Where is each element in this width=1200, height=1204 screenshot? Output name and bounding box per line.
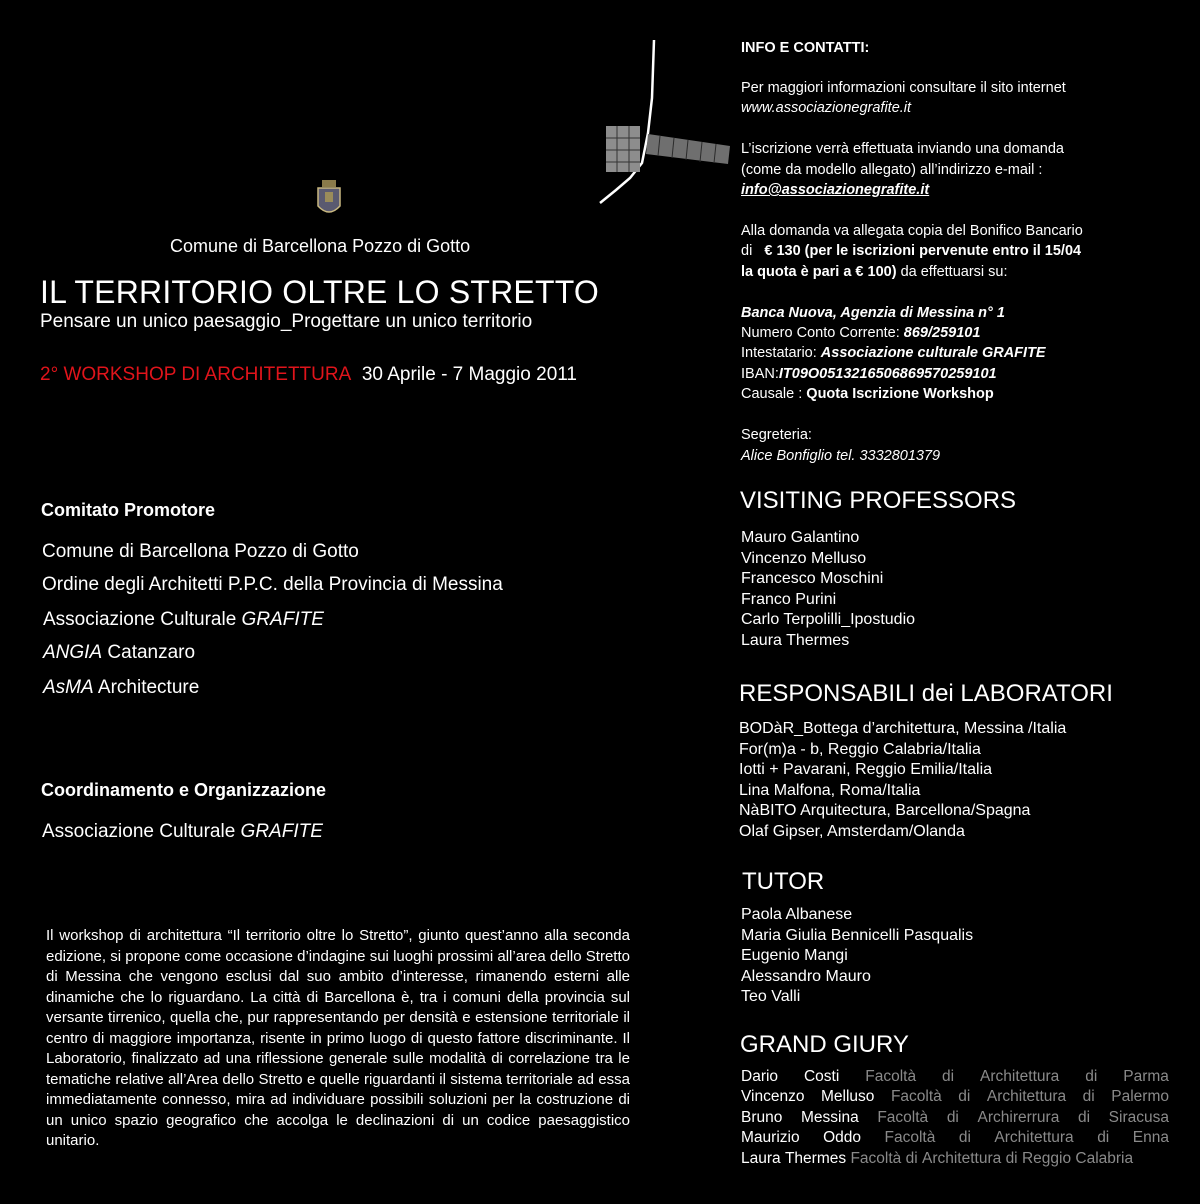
jury-row: Vincenzo Melluso Facoltà di Architettura di Palermo: [741, 1088, 1169, 1106]
jury-heading: GRAND GIURY: [740, 1031, 909, 1058]
comitato-item: AsMA Architecture: [43, 677, 200, 698]
responsabili-list: [739, 719, 1066, 842]
info-line: Alla domanda va allegata copia del Bonifico Bancario: [741, 223, 1083, 239]
info-heading: INFO E CONTATTI:: [741, 40, 870, 56]
comitato-heading: Comitato Promotore: [41, 500, 216, 520]
visiting-heading: VISITING PROFESSORS: [740, 487, 1017, 514]
tutor-heading: TUTOR: [742, 868, 825, 895]
map-sketch-icon: [590, 38, 740, 208]
iban-line: IBAN:IT09O0513216506869570259101: [741, 366, 997, 382]
segreteria-label: Segreteria:: [741, 427, 812, 443]
coordinamento-heading: Coordinamento e Organizzazione: [41, 780, 327, 800]
description-paragraph: Il workshop di architettura “Il territorio oltre lo Stretto”, giunto quest’anno alla seconda edizione, si propone come occasione d’indagine sui luoghi prossimi all’area dello Stretto di Messina che vengono esclusi dal suo ambito d’interesse, rimanendo esterni alle dinamiche che lo riguardano. La città di Barcellona è, tra i comuni della provincia sul versante tirrenico, quella che, pur rappresentando per densità e estensione territoriale il centro di maggiore importanza, risente in primo luogo di questo fattore discriminante. Il Laboratorio, finalizzato ad una riflessione generale sulle modalità di correlazione tra le tematiche relative all’Area dello Stretto e quelle riguardanti il sistema territoriale ad essa immediatamente connesso, mira ad individuare possibili soluzioni per la costruzione di un unico spazio geografico che accolga le declinazioni di un codice paesaggistico unitario.: [46, 927, 630, 1149]
comitato-item: Ordine degli Architetti P.P.C. della Provincia di Messina: [42, 574, 503, 595]
list-item: Alessandro Mauro: [741, 967, 871, 985]
list-item: Iotti + Pavarani, Reggio Emilia/Italia: [739, 761, 993, 778]
list-item: Maria Giulia Bennicelli Pasqualis: [741, 926, 974, 944]
info-line: L’iscrizione verrà effettuata inviando una domanda: [741, 141, 1064, 157]
segreteria-contact: Alice Bonfiglio tel. 3332801379: [741, 448, 941, 464]
comune-title: Comune di Barcellona Pozzo di Gotto: [170, 236, 471, 256]
workshop-line: [40, 364, 577, 386]
list-item: Mauro Galantino: [741, 529, 860, 546]
comitato-item: Associazione Culturale GRAFITE: [43, 609, 324, 630]
list-item: BODàR_Bottega d’architettura, Messina /Italia: [739, 720, 1067, 737]
list-item: Teo Valli: [741, 988, 801, 1005]
workshop-dates: 30 Aprile - 7 Maggio 2011: [361, 364, 577, 385]
account-line: Numero Conto Corrente: 869/259101: [741, 325, 981, 341]
website-link[interactable]: www.associazionegrafite.it: [741, 100, 912, 116]
info-line: la quota è pari a € 100) da effettuarsi su:: [741, 264, 1008, 280]
list-item: Lina Malfona, Roma/Italia: [739, 781, 921, 799]
jury-row: Laura Thermes Facoltà di Architettura di Reggio Calabria: [741, 1149, 1134, 1167]
page-title: IL TERRITORIO OLTRE LO STRETTO: [40, 274, 599, 310]
list-item: Eugenio Mangi: [741, 947, 848, 964]
info-line: di € 130 (per le iscrizioni pervenute entro il 15/04: [741, 243, 1082, 259]
comitato-item: ANGIA Catanzaro: [43, 642, 196, 663]
jury-row: Bruno Messina Facoltà di Archirerrura di Siracusa: [741, 1108, 1169, 1126]
bank-name: Banca Nuova, Agenzia di Messina n° 1: [741, 305, 1005, 321]
holder-line: Intestatario: Associazione culturale GRAFITE: [741, 345, 1046, 361]
tutor-list: [741, 905, 973, 1008]
list-item: NàBITO Arquitectura, Barcellona/Spagna: [739, 802, 1031, 819]
list-item: Francesco Moschini: [741, 570, 884, 587]
jury-row: Maurizio Oddo Facoltà di Architettura di Enna: [741, 1129, 1169, 1147]
jury-row: Dario Costi Facoltà di Architettura di Parma: [741, 1068, 1169, 1085]
workshop-label: 2° WORKSHOP DI ARCHITETTURA: [40, 364, 352, 385]
page-subtitle: Pensare un unico paesaggio_Progettare un unico territorio: [40, 311, 533, 332]
email-link[interactable]: info@associazionegrafite.it: [741, 182, 930, 198]
causale-line: Causale : Quota Iscrizione Workshop: [741, 386, 994, 402]
list-item: Laura Thermes: [741, 631, 850, 649]
responsabili-heading: RESPONSABILI dei LABORATORI: [739, 680, 1113, 707]
list-item: Vincenzo Melluso: [741, 549, 867, 567]
visiting-list: [741, 528, 915, 651]
list-item: Carlo Terpolilli_Ipostudio: [741, 611, 916, 628]
coat-of-arms-icon: [316, 180, 342, 218]
comitato-item: Comune di Barcellona Pozzo di Gotto: [42, 541, 359, 562]
list-item: Olaf Gipser, Amsterdam/Olanda: [739, 822, 965, 840]
list-item: For(m)a - b, Reggio Calabria/Italia: [739, 740, 981, 758]
coordinamento-item: Associazione Culturale GRAFITE: [42, 821, 323, 842]
info-line: (come da modello allegato) all’indirizzo e-mail :: [741, 162, 1043, 178]
list-item: Paola Albanese: [741, 906, 853, 923]
info-line: Per maggiori informazioni consultare il sito internet: [741, 80, 1066, 96]
list-item: Franco Purini: [741, 590, 837, 608]
jury-list: [741, 1067, 1169, 1169]
